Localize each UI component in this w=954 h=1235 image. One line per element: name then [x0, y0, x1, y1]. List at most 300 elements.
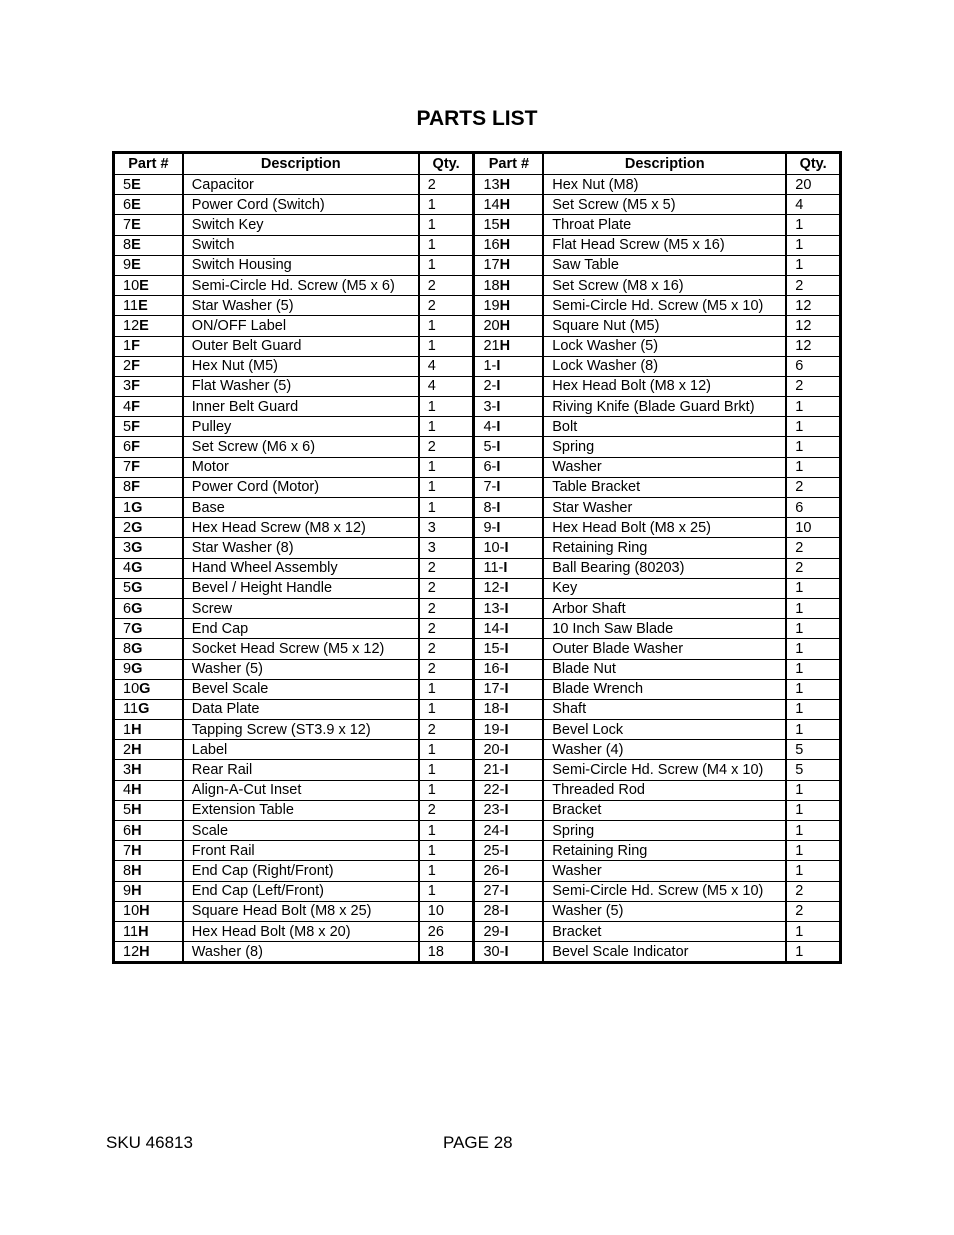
table-row [114, 518, 841, 538]
part-quantity: 1 [419, 821, 474, 841]
part-description: Retaining Ring [543, 538, 786, 558]
part-number-cell [474, 861, 543, 881]
part-quantity: 2 [419, 639, 474, 659]
part-quantity: 1 [419, 457, 474, 477]
part-description: Washer (5) [183, 659, 419, 679]
part-number-cell [474, 598, 543, 618]
table-row [114, 760, 841, 780]
part-number-cell [114, 437, 183, 457]
part-number: 16 [483, 237, 500, 254]
part-description: Hex Head Bolt (M8 x 12) [543, 376, 786, 396]
part-group-letter: I [504, 681, 509, 698]
table-row [114, 780, 841, 800]
part-group-letter: H [131, 822, 142, 839]
part-number-cell [114, 639, 183, 659]
part-group-letter: H [131, 741, 142, 758]
part-number-cell [474, 578, 543, 598]
part-number: 8 [123, 479, 132, 496]
part-description: Ball Bearing (80203) [543, 558, 786, 578]
part-quantity: 1 [419, 336, 474, 356]
part-number-cell [474, 720, 543, 740]
part-quantity: 1 [419, 316, 474, 336]
part-quantity: 4 [419, 356, 474, 376]
part-number-cell [474, 215, 543, 235]
part-number: 2- [483, 378, 497, 395]
part-description: Table Bracket [543, 477, 786, 497]
part-description: Inner Belt Guard [183, 397, 419, 417]
part-description: Star Washer [543, 498, 786, 518]
part-description: Washer [543, 861, 786, 881]
part-description: End Cap [183, 619, 419, 639]
part-group-letter: H [131, 762, 142, 779]
part-number-cell [474, 397, 543, 417]
part-number: 29- [483, 923, 505, 940]
part-quantity: 1 [786, 598, 840, 618]
part-number-cell [114, 195, 183, 215]
table-row [114, 437, 841, 457]
part-quantity: 1 [786, 619, 840, 639]
part-description: Square Nut (M5) [543, 316, 786, 336]
part-group-letter: E [139, 317, 149, 334]
table-row [114, 881, 841, 901]
part-description: Screw [183, 598, 419, 618]
part-group-letter: I [504, 883, 509, 900]
part-group-letter: F [131, 398, 140, 415]
part-number-cell [114, 316, 183, 336]
part-number-cell [114, 699, 183, 719]
part-quantity: 6 [786, 356, 840, 376]
part-description: Extension Table [183, 800, 419, 820]
part-number-cell [114, 457, 183, 477]
part-number-cell [114, 921, 183, 941]
part-number-cell [474, 518, 543, 538]
part-group-letter: F [131, 459, 140, 476]
part-number: 3- [483, 398, 497, 415]
part-number: 1 [123, 721, 132, 738]
part-description: End Cap (Right/Front) [183, 861, 419, 881]
part-quantity: 1 [786, 659, 840, 679]
part-description: Hex Nut (M5) [183, 356, 419, 376]
part-group-letter: H [499, 176, 511, 193]
part-number: 18 [483, 277, 500, 294]
part-quantity: 1 [419, 255, 474, 275]
part-number-cell [474, 921, 543, 941]
part-group-letter: G [139, 681, 151, 698]
part-quantity: 1 [786, 578, 840, 598]
part-description: Capacitor [183, 175, 419, 195]
part-number: 11 [123, 297, 139, 314]
part-number-cell [114, 598, 183, 618]
part-quantity: 2 [786, 881, 840, 901]
table-row [114, 821, 841, 841]
part-number: 15 [483, 216, 500, 233]
part-group-letter: H [499, 237, 511, 254]
part-number-cell [114, 538, 183, 558]
part-number-cell [474, 175, 543, 195]
part-group-letter: I [504, 822, 509, 839]
part-number-cell [474, 275, 543, 295]
part-number: 17- [483, 681, 505, 698]
part-quantity: 1 [786, 861, 840, 881]
table-row [114, 841, 841, 861]
part-number-cell [474, 417, 543, 437]
part-quantity: 1 [419, 215, 474, 235]
part-description: Power Cord (Switch) [183, 195, 419, 215]
part-quantity: 1 [419, 498, 474, 518]
part-quantity: 1 [419, 760, 474, 780]
part-group-letter: E [131, 257, 141, 274]
part-quantity: 2 [786, 558, 840, 578]
part-quantity: 12 [786, 296, 840, 316]
part-number: 4- [483, 418, 497, 435]
part-number: 8 [123, 237, 132, 254]
part-number: 5- [483, 439, 497, 456]
part-group-letter: I [496, 439, 501, 456]
part-quantity: 1 [419, 397, 474, 417]
part-group-letter: F [131, 378, 140, 395]
part-group-letter: H [499, 297, 511, 314]
part-description: Spring [543, 821, 786, 841]
part-number: 7 [123, 842, 132, 859]
part-number: 12- [483, 580, 505, 597]
part-number: 4 [123, 560, 132, 577]
table-row [114, 659, 841, 679]
part-number: 6- [483, 459, 497, 476]
part-quantity: 1 [786, 679, 840, 699]
part-number-cell [114, 740, 183, 760]
table-row [114, 498, 841, 518]
part-quantity: 1 [419, 195, 474, 215]
part-number: 6 [123, 196, 132, 213]
part-description: Motor [183, 457, 419, 477]
part-group-letter: H [138, 923, 149, 940]
part-group-letter: G [131, 600, 143, 617]
part-quantity: 2 [419, 720, 474, 740]
part-number-cell [474, 659, 543, 679]
header-qty-right: Qty. [786, 153, 840, 175]
part-number-cell [114, 275, 183, 295]
part-group-letter: E [139, 277, 149, 294]
part-group-letter: I [504, 782, 509, 799]
part-group-letter: E [131, 176, 141, 193]
part-group-letter: I [504, 943, 509, 960]
part-number: 10 [123, 277, 140, 294]
part-group-letter: G [131, 640, 143, 657]
part-description: Hex Head Bolt (M8 x 20) [183, 921, 419, 941]
part-quantity: 1 [786, 921, 840, 941]
part-number-cell [114, 901, 183, 921]
table-row [114, 921, 841, 941]
part-number-cell [114, 942, 183, 963]
part-number: 2 [123, 741, 132, 758]
part-description: ON/OFF Label [183, 316, 419, 336]
part-description: Pulley [183, 417, 419, 437]
part-number: 8 [123, 640, 132, 657]
part-group-letter: E [131, 216, 141, 233]
header-description-right: Description [543, 153, 786, 175]
part-number-cell [474, 316, 543, 336]
parts-table-body [114, 175, 841, 963]
part-number-cell [474, 457, 543, 477]
part-quantity: 26 [419, 921, 474, 941]
table-row [114, 275, 841, 295]
part-description: Blade Nut [543, 659, 786, 679]
part-quantity: 5 [786, 760, 840, 780]
part-quantity: 1 [419, 881, 474, 901]
part-quantity: 4 [419, 376, 474, 396]
part-description: Outer Belt Guard [183, 336, 419, 356]
part-description: Blade Wrench [543, 679, 786, 699]
part-quantity: 2 [419, 275, 474, 295]
table-row [114, 356, 841, 376]
part-quantity: 1 [419, 699, 474, 719]
table-row [114, 235, 841, 255]
table-row [114, 397, 841, 417]
part-number-cell [114, 578, 183, 598]
part-description: 10 Inch Saw Blade [543, 619, 786, 639]
table-row [114, 740, 841, 760]
part-quantity: 2 [419, 296, 474, 316]
part-description: Data Plate [183, 699, 419, 719]
part-description: Switch Housing [183, 255, 419, 275]
part-description: Washer [543, 457, 786, 477]
part-description: Outer Blade Washer [543, 639, 786, 659]
part-number-cell [114, 336, 183, 356]
header-part-left: Part # [114, 153, 183, 175]
part-quantity: 2 [419, 437, 474, 457]
part-number: 10 [123, 681, 140, 698]
part-description: Flat Washer (5) [183, 376, 419, 396]
part-number-cell [114, 881, 183, 901]
part-quantity: 2 [786, 901, 840, 921]
part-number-cell [474, 679, 543, 699]
part-number-cell [114, 235, 183, 255]
part-description: Washer (5) [543, 901, 786, 921]
part-description: Lock Washer (5) [543, 336, 786, 356]
part-number: 1 [123, 499, 132, 516]
part-description: Hex Head Bolt (M8 x 25) [543, 518, 786, 538]
part-group-letter: I [504, 640, 509, 657]
part-quantity: 1 [786, 699, 840, 719]
part-number-cell [474, 821, 543, 841]
part-number-cell [474, 376, 543, 396]
part-description: Retaining Ring [543, 841, 786, 861]
part-group-letter: I [504, 903, 509, 920]
part-number: 12 [123, 317, 140, 334]
part-number: 18- [483, 701, 505, 718]
part-quantity: 1 [786, 457, 840, 477]
part-number: 5 [123, 802, 132, 819]
part-group-letter: F [131, 439, 140, 456]
part-number: 9 [123, 661, 132, 678]
part-number: 26- [483, 862, 505, 879]
part-number: 21- [483, 762, 505, 779]
table-row [114, 578, 841, 598]
part-number: 22- [483, 782, 505, 799]
part-quantity: 1 [786, 215, 840, 235]
part-number-cell [114, 175, 183, 195]
table-row [114, 296, 841, 316]
part-quantity: 1 [786, 437, 840, 457]
part-description: Semi-Circle Hd. Screw (M5 x 10) [543, 881, 786, 901]
part-description: Threaded Rod [543, 780, 786, 800]
part-description: Star Washer (8) [183, 538, 419, 558]
table-row [114, 901, 841, 921]
table-row [114, 800, 841, 820]
part-group-letter: H [499, 257, 511, 274]
part-quantity: 2 [419, 175, 474, 195]
part-description: Hex Nut (M8) [543, 175, 786, 195]
part-number-cell [114, 861, 183, 881]
part-number: 13 [483, 176, 500, 193]
part-description: Scale [183, 821, 419, 841]
part-number: 19- [483, 721, 505, 738]
part-number: 2 [123, 358, 132, 375]
part-group-letter: I [496, 398, 501, 415]
part-number: 1- [483, 358, 497, 375]
part-quantity: 1 [419, 861, 474, 881]
part-quantity: 1 [419, 679, 474, 699]
part-quantity: 1 [786, 800, 840, 820]
part-number-cell [474, 740, 543, 760]
part-group-letter: I [504, 923, 509, 940]
part-description: Star Washer (5) [183, 296, 419, 316]
table-row [114, 457, 841, 477]
table-row [114, 639, 841, 659]
part-number: 14- [483, 620, 505, 637]
table-row [114, 720, 841, 740]
part-quantity: 1 [786, 780, 840, 800]
table-row [114, 699, 841, 719]
part-quantity: 1 [786, 255, 840, 275]
part-group-letter: I [504, 701, 509, 718]
part-number: 11- [483, 560, 504, 577]
part-group-letter: H [131, 721, 142, 738]
table-row [114, 598, 841, 618]
part-number-cell [474, 901, 543, 921]
part-group-letter: H [499, 338, 511, 355]
part-group-letter: G [131, 499, 143, 516]
part-number: 20 [483, 317, 500, 334]
part-group-letter: I [503, 560, 508, 577]
part-quantity: 1 [419, 841, 474, 861]
part-number-cell [474, 336, 543, 356]
part-number: 4 [123, 782, 132, 799]
part-group-letter: I [496, 519, 501, 536]
part-quantity: 2 [419, 619, 474, 639]
part-quantity: 1 [419, 235, 474, 255]
part-number: 7 [123, 620, 132, 637]
part-number-cell [474, 296, 543, 316]
table-row [114, 336, 841, 356]
part-quantity: 2 [786, 376, 840, 396]
part-number: 24- [483, 822, 505, 839]
part-group-letter: I [504, 620, 509, 637]
part-group-letter: G [138, 701, 150, 718]
parts-table [112, 151, 842, 964]
part-group-letter: G [131, 580, 143, 597]
part-number: 14 [483, 196, 500, 213]
part-number-cell [114, 558, 183, 578]
table-row [114, 619, 841, 639]
part-description: Flat Head Screw (M5 x 16) [543, 235, 786, 255]
part-number-cell [114, 780, 183, 800]
part-description: Switch Key [183, 215, 419, 235]
part-group-letter: I [504, 661, 509, 678]
part-number-cell [114, 477, 183, 497]
part-description: Hand Wheel Assembly [183, 558, 419, 578]
part-quantity: 20 [786, 175, 840, 195]
part-number-cell [114, 760, 183, 780]
part-number-cell [474, 195, 543, 215]
part-group-letter: G [131, 620, 143, 637]
table-header-row [114, 153, 841, 175]
part-quantity: 5 [786, 740, 840, 760]
table-row [114, 316, 841, 336]
part-description: End Cap (Left/Front) [183, 881, 419, 901]
part-group-letter: G [131, 661, 143, 678]
table-row [114, 376, 841, 396]
part-number-cell [114, 800, 183, 820]
part-number: 11 [123, 701, 139, 718]
part-quantity: 2 [419, 558, 474, 578]
part-quantity: 2 [786, 538, 840, 558]
part-number-cell [474, 699, 543, 719]
part-group-letter: H [499, 317, 511, 334]
part-number-cell [114, 376, 183, 396]
page-title: PARTS LIST [416, 107, 538, 130]
part-group-letter: E [131, 237, 141, 254]
part-number: 11 [123, 923, 139, 940]
part-number: 21 [483, 338, 500, 355]
part-number: 30- [483, 943, 505, 960]
part-number: 6 [123, 439, 132, 456]
part-quantity: 10 [419, 901, 474, 921]
part-number-cell [114, 296, 183, 316]
part-description: Square Head Bolt (M8 x 25) [183, 901, 419, 921]
part-number: 23- [483, 802, 505, 819]
part-group-letter: I [504, 539, 509, 556]
part-number-cell [474, 800, 543, 820]
part-number-cell [474, 255, 543, 275]
part-group-letter: H [131, 842, 142, 859]
part-group-letter: H [139, 903, 150, 920]
part-number-cell [474, 356, 543, 376]
footer-sku: SKU 46813 [106, 1133, 193, 1152]
part-number-cell [114, 841, 183, 861]
part-quantity: 1 [786, 397, 840, 417]
part-number: 17 [483, 257, 500, 274]
part-description: Tapping Screw (ST3.9 x 12) [183, 720, 419, 740]
table-row [114, 195, 841, 215]
part-number: 7 [123, 216, 132, 233]
part-number: 4 [123, 398, 132, 415]
part-number-cell [474, 235, 543, 255]
part-description: Bracket [543, 800, 786, 820]
part-quantity: 1 [786, 639, 840, 659]
part-number: 12 [123, 943, 140, 960]
part-group-letter: I [496, 418, 501, 435]
part-description: Bevel / Height Handle [183, 578, 419, 598]
table-row [114, 679, 841, 699]
part-group-letter: I [504, 842, 509, 859]
table-row [114, 175, 841, 195]
part-description: Semi-Circle Hd. Screw (M5 x 6) [183, 275, 419, 295]
part-description: Bevel Scale [183, 679, 419, 699]
part-group-letter: F [131, 479, 140, 496]
part-description: Bevel Scale Indicator [543, 942, 786, 963]
part-quantity: 1 [786, 942, 840, 963]
